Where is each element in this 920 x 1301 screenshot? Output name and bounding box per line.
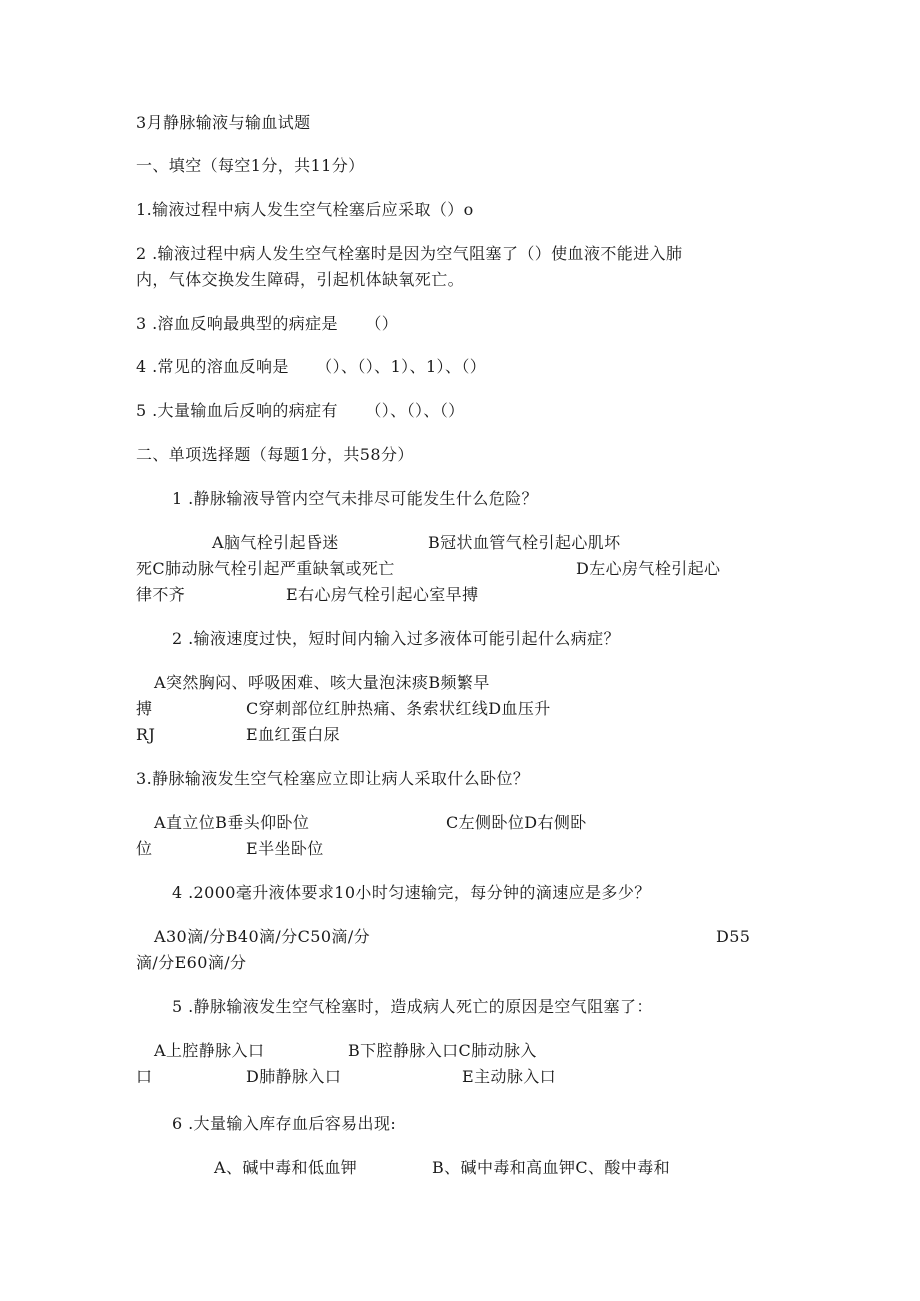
- choice-q2-stem: 2 .输液速度过快，短时间内输入过多液体可能引起什么病症？: [172, 629, 620, 648]
- choice-q3-line2-left: 位: [136, 839, 153, 858]
- choice-q4-stem: 4 .2000毫升液体要求10小时匀速输完，每分钟的滴速应是多少？: [172, 883, 651, 902]
- choice-q5-stem: 5 .静脉输液发生空气栓塞时，造成病人死亡的原因是空气阻塞了：: [172, 997, 653, 1016]
- choice-q6-option-a: A、碱中毒和低血钾: [214, 1158, 358, 1177]
- fill-q2-line1: 2 .输液过程中病人发生空气栓塞时是因为空气阻塞了（）使血液不能进入肺: [136, 244, 683, 263]
- choice-q3-line1-left: A直立位B垂头仰卧位: [154, 813, 310, 832]
- choice-q1-option-a: A脑气栓引起昏迷: [212, 533, 339, 552]
- choice-q4-line1-left: A30滴/分B40滴/分C50滴/分: [154, 927, 371, 946]
- choice-q5-line2-b: D肺静脉入口: [246, 1067, 342, 1086]
- choice-q4-line1-right: D55: [716, 927, 751, 946]
- choice-q2-line2-right: C穿刺部位红肿热痛、条索状红线D血压升: [246, 699, 551, 718]
- fill-q3: 3 .溶血反响最典型的病症是 （）: [136, 314, 399, 333]
- fill-q2-line2: 内，气体交换发生障碍，引起机体缺氧死亡。: [136, 270, 465, 289]
- choice-q2-line3-left: RJ: [136, 725, 156, 744]
- fill-q1: 1.输液过程中病人发生空气栓塞后应采取（）o: [136, 200, 474, 219]
- document-title: 3月静脉输液与输血试题: [136, 113, 311, 132]
- choice-q1-line3-left: 律不齐: [136, 585, 186, 604]
- choice-q3-line1-right: C左侧卧位D右侧卧: [446, 813, 587, 832]
- choice-q1-line2-right: D左心房气栓引起心: [576, 559, 721, 578]
- section2-heading: 二、单项选择题（每题1分，共58分）: [136, 445, 414, 464]
- choice-q2-line1: A突然胸闷、呼吸困难、咳大量泡沫痰B频繁早: [154, 673, 490, 692]
- fill-q4: 4 .常见的溶血反响是 （）、（）、1）、1）、（）: [136, 357, 487, 376]
- choice-q2-line2-left: 搏: [136, 699, 153, 718]
- choice-q5-line1-left: A上腔静脉入口: [154, 1041, 265, 1060]
- fill-q5: 5 .大量输血后反响的病症有 （）、（）、（）: [136, 401, 465, 420]
- choice-q5-line2-a: 口: [136, 1067, 153, 1086]
- choice-q1-line3-right: E右心房气栓引起心室早搏: [286, 585, 479, 604]
- choice-q1-option-b: B冠状血管气栓引起心肌坏: [428, 533, 621, 552]
- section1-heading: 一、填空（每空1分，共11分）: [136, 156, 365, 175]
- choice-q3-stem: 3.静脉输液发生空气栓塞应立即让病人采取什么卧位？: [136, 769, 530, 788]
- choice-q5-line2-c: E主动脉入口: [462, 1067, 557, 1086]
- choice-q4-line2: 滴/分E60滴/分: [136, 953, 247, 972]
- choice-q6-option-bc: B、碱中毒和高血钾C、酸中毒和: [432, 1158, 671, 1177]
- choice-q6-stem: 6 .大量输入库存血后容易出现:: [172, 1114, 397, 1133]
- choice-q1-stem: 1 .静脉输液导管内空气未排尽可能发生什么危险？: [172, 489, 538, 508]
- choice-q5-line1-right: B下腔静脉入口C肺动脉入: [348, 1041, 537, 1060]
- choice-q1-line2-left: 死C肺动脉气栓引起严重缺氧或死亡: [136, 559, 395, 578]
- choice-q3-line2-right: E半坐卧位: [246, 839, 324, 858]
- choice-q2-line3-right: E血红蛋白尿: [246, 725, 341, 744]
